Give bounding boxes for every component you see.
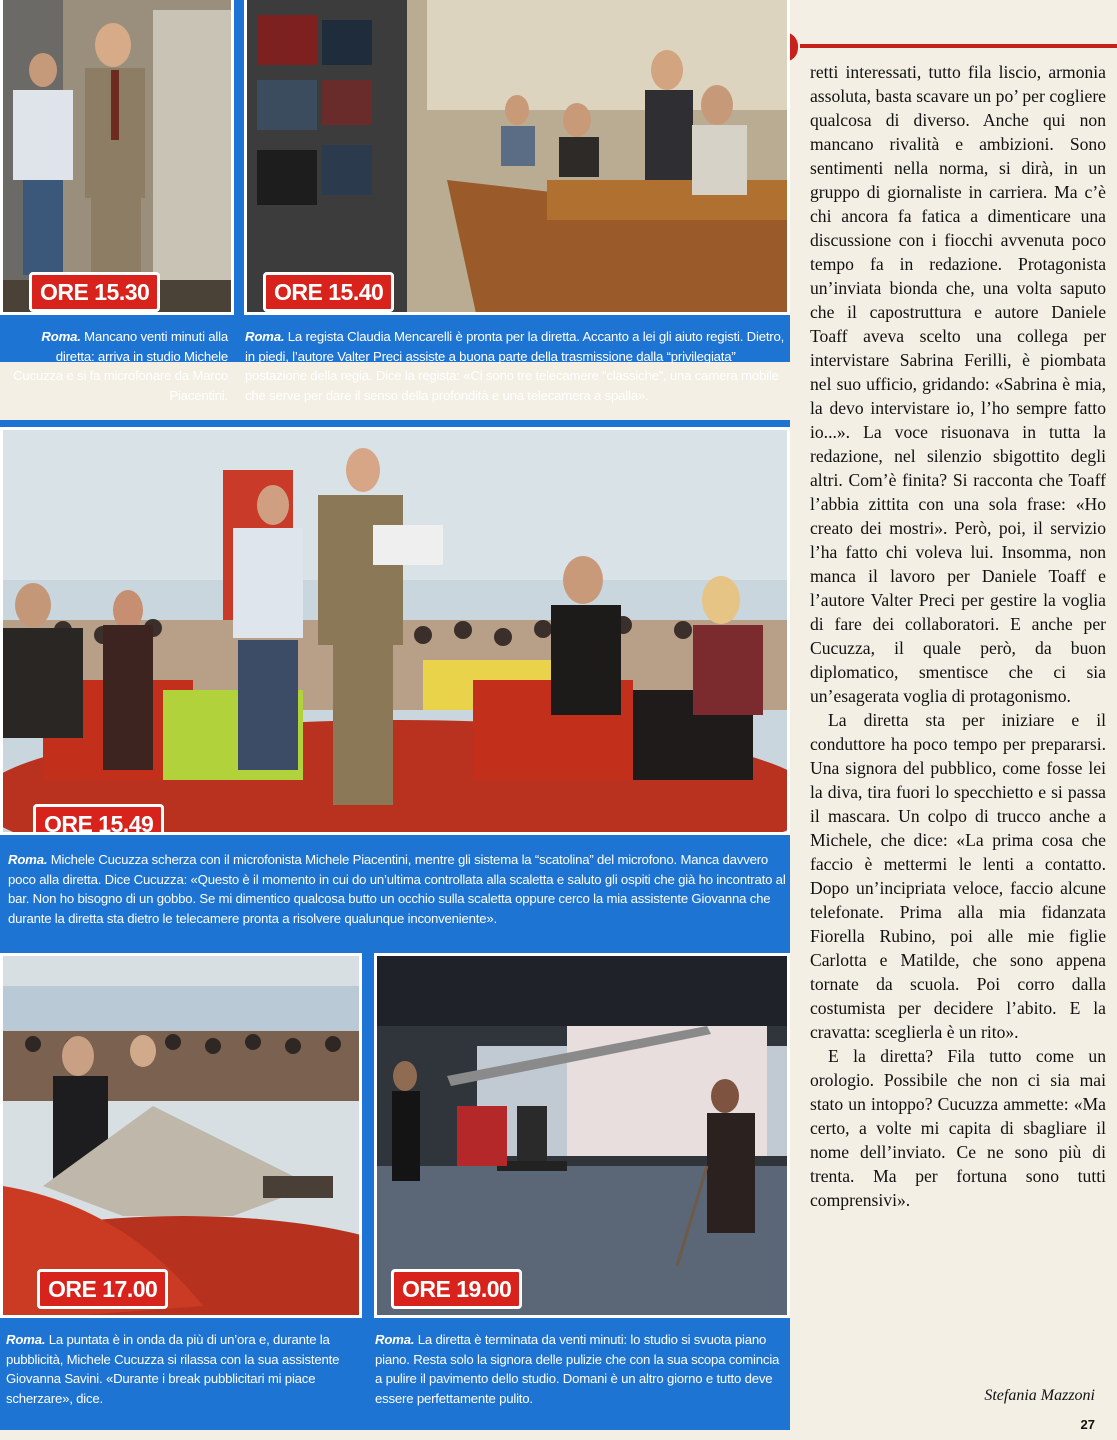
caption-ore-1540: Roma. La regista Claudia Mencarelli è pronta per la diretta. Accanto a lei gli aiuto registi. Dietro, in piedi, l’autore Valter Preci assiste a buona parte della trasmissione dalla “privilegiata” postazione della regia. Dice la regista: «Ci sono tre telecamere “classiche”, una camera mobile che serve per dare il senso della profondità e una telecamera a spalla». [245,329,785,403]
article-paragraph: E la diretta? Fila tutto come un orologio. Possibile che non ci sia mai stato un intoppo? Cucuzza ammette: «Ma certo, a volte mi capita di sbagliare il nome dell’inviato. Ce ne sono più di trenta. Ma per fortuna sono tutti comprensivi». [810,1046,1106,1210]
author-signature: Stefania Mazzoni [984,1387,1095,1404]
photo-ore-1530 [0,0,234,315]
photo-ore-1540-image [247,0,790,315]
photo-ore-1540 [244,0,790,315]
photo-time-label: ORE 15.49 [33,804,164,835]
article-column [810,60,1106,1212]
red-rule [800,44,1117,48]
caption-ore-1549: Roma. Michele Cucuzza scherza con il microfonista Michele Piacentini, mentre gli sistema la “scatolina” del microfono. Manca davvero poco alla diretta. Dice Cucuzza: «Questo è il momento in cui do un’ultima controllata alla scaletta e saluto gli ospiti che già ho incontrato al bar. Non ho bisogno di un gobbo. Se mi dimentico qualcosa butto un occhio sulla scaletta oppure cerco la mia assistente Giovanna che durante la diretta sta dietro le telecamere pronta a risolvere qualunque inconveniente». [8,852,786,926]
photo-time-label: ORE 19.00 [391,1269,522,1309]
caption-ore-1530: Roma. Mancano venti minuti alla diretta: arriva in studio Michele Cucuzza e si fa microfonare da Marco Piacentini. [13,329,228,403]
page-number: 27 [1080,1417,1095,1432]
caption-ore-1900: Roma. La diretta è terminata da venti minuti: lo studio si svuota piano piano. Resta solo la signora delle pulizie che con la sua scopa comincia a pulire il pavimento dello studio. Domani è un altro giorno e tutto deve essere perfettamente pulito. [375,1332,780,1406]
photo-time-label: ORE 15.30 [29,272,160,312]
photo-ore-1900 [374,953,790,1318]
photo-ore-1549-image [3,430,790,835]
photo-ore-1549 [0,427,790,835]
photo-ore-1900-image [377,956,790,1318]
photo-ore-1700-image [3,956,362,1318]
photo-ore-1700 [0,953,362,1318]
photo-ore-1530-image [3,0,234,315]
article-paragraph: La diretta sta per iniziare e il conduttore ha poco tempo per prepararsi. Una signora del pubblico, come fosse lei la diva, tira fuori lo specchietto e si passa il mascara. Un colpo di trucco anche a Michele, che dice: «La prima cosa che faccio è mettermi le lenti a contatto. Dopo un’incipriata veloce, faccio alcune telefonate. Prima alla mia fidanzata Fiorella Rubino, poi alle mie figlie Carlotta e Matilde, che sono appena tornate da scuola. Poi corro dalla costumista per decidere l’abito. E la cravatta: sceglierla è un rito». [810,710,1106,1042]
caption-ore-1700: Roma. La puntata è in onda da più di un’ora e, durante la pubblicità, Michele Cucuzza si rilassa con la sua assistente Giovanna Savini. «Durante i break pubblicitari mi piace scherzare», dice. [6,1332,340,1406]
article-paragraph: retti interessati, tutto fila liscio, armonia assoluta, basta scavare un po’ per cogliere qualcosa di diverso. Anche qui non mancano rivalità e ambizioni. Sono sentimenti nella norma, si dirà, in un gruppo di giornaliste in carriera. Ma c’è chi ancora fa fatica a dimenticare una discussione con i fiocchi avvenuta poco tempo fa in redazione. Protagonista un’inviata bionda che, una volta saputo che il capostruttura e autore Daniele Toaff aveva scelto una collega per intervistare Sabrina Ferilli, è piombata nel suo ufficio, gridando: «Sabrina è mia, la devo intervistare io, l’ho sempre fatto io...». La voce risuonava in tutta la redazione, nel silenzio sbigottito degli altri. Com’è finita? Si racconta che Toaff l’abbia zittita con una sola frase: «Ho creato dei mostri». Però, poi, il servizio l’ha fatto chi voleva lui. Insomma, non manca il lavoro per Daniele Toaff e l’autore Valter Preci per gestire la voglia di fare dei collaboratori. E anche per Cucuzza, il quale però, da buon diplomatico, smentisce che ci sia un’esagerata voglia di protagonismo. [810,62,1106,706]
photo-time-label: ORE 17.00 [37,1269,168,1309]
photo-time-label: ORE 15.40 [263,272,394,312]
